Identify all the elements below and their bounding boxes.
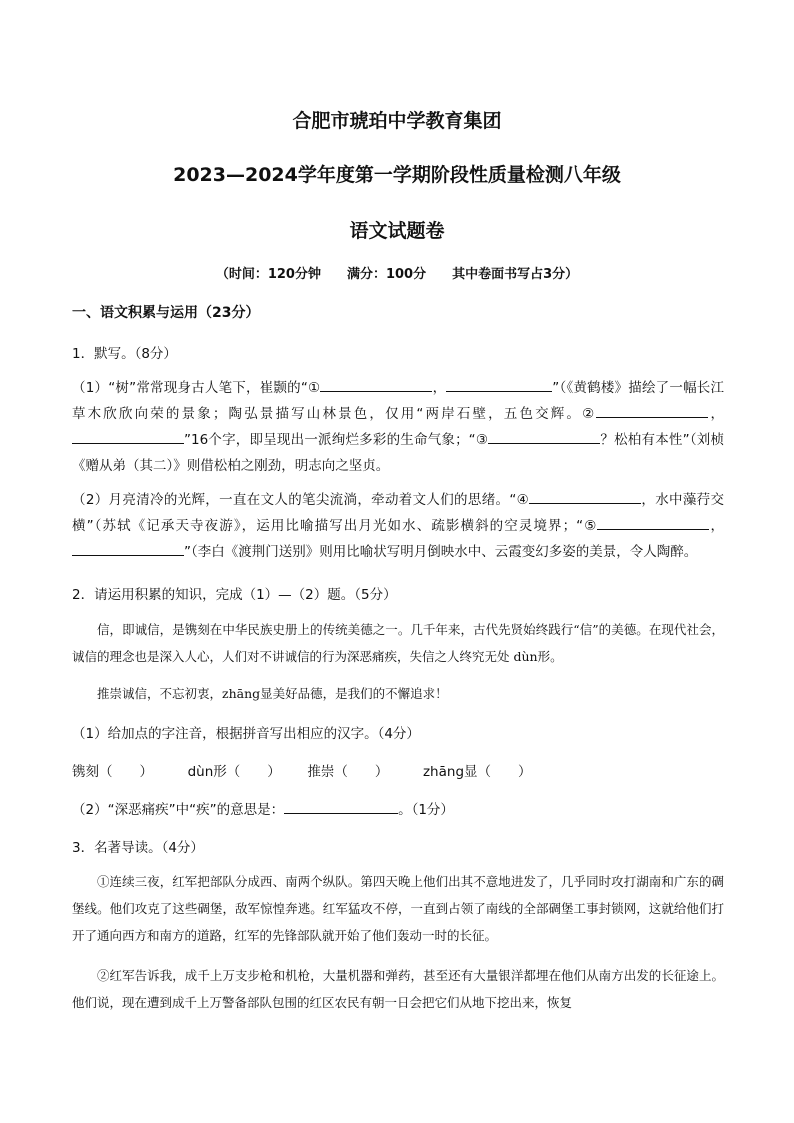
subject-title: 语文试题卷 xyxy=(349,220,445,242)
pinyin-item-4[interactable]: zhāng显（ ） xyxy=(422,764,532,780)
q1-p2-text-d: ”（李白《渡荆门送别》则用比喻状写明月倒映水中、云霞变幻多姿的美景，令人陶醉。 xyxy=(184,544,698,560)
answer-blank-6[interactable] xyxy=(529,489,641,504)
q1-p2-text-a: （2）月亮清冷的光辉，一直在文人的笔尖流淌，牵动着文人们的思绪。“④ xyxy=(72,492,530,508)
answer-blank-4[interactable] xyxy=(72,429,184,444)
pinyin-row xyxy=(72,760,532,780)
q1-p2-text-b: ，水中藻荇交横”（苏轼《记承天寺夜游》，运用比喻描写出月光如水、疏影横斜的空灵境界；“⑤ xyxy=(72,492,724,534)
exam-title: 2023—2024学年度第一学期阶段性质量检测八年级 xyxy=(173,164,621,186)
section-1-title: 一、语文积累与运用（23分） xyxy=(72,305,260,321)
q1-part2 xyxy=(72,487,724,565)
pinyin-item-3[interactable]: 推崇（ ） xyxy=(307,764,389,780)
school-title: 合肥市琥珀中学教育集团 xyxy=(292,110,502,132)
q1-title: 1．默写。（8分） xyxy=(72,346,177,362)
answer-blank-3[interactable] xyxy=(596,403,708,418)
pinyin-item-2[interactable]: dùn形（ ） xyxy=(187,764,281,780)
q2-passage-1: 信，即诚信，是镌刻在中华民族史册上的传统美德之一。几千年来，古代先贤始终践行“信”的美德。在现代社会，诚信的理念也是深入人心，人们对不讲诚信的行为深恶痛疾，失信之人终究无处 dùn形。 xyxy=(72,622,724,664)
q1-p1-text-b: ， xyxy=(432,380,447,396)
q2-sub2-text-a: （2）“深恶痛疾”中“疾”的意思是： xyxy=(72,802,285,818)
q3-passage-1: ①连续三夜，红军把部队分成西、南两个纵队。第四天晚上他们出其不意地进发了，几乎同时攻打湖南和广东的碉堡线。他们攻克了这些碉堡，敌军惊惶奔逃。红军猛攻不停，一直到占领了南线的全部碉堡工事封锁网，这就给他们打开了通向西方和南方的道路，红军的先锋部队就开始了他们轰动一时的长征。 xyxy=(72,874,724,943)
q3-passage-2: ②红军告诉我，成千上万支步枪和机枪，大量机器和弹药，甚至还有大量银洋都埋在他们从南方出发的长征途上。他们说，现在遭到成千上万警备部队包围的红区农民有朝一日会把它们从地下挖出来，恢复 xyxy=(72,968,724,1010)
q1-p1-text-c: ”（《黄鹤楼》描绘了一幅长江草木欣欣向荣的景象；陶弘景描写山林景色，仅用“两岸石壁，五色交辉。② xyxy=(72,380,724,422)
q3-title: 3．名著导读。（4分） xyxy=(72,840,204,856)
q1-p1-text-d: ， xyxy=(708,406,724,422)
q1-p1-text-a: （1）“树”常常现身古人笔下，崔颢的“① xyxy=(72,380,321,396)
q1-p2-text-c: ， xyxy=(709,518,724,534)
q2-sub2-text-b: 。（1分） xyxy=(398,802,454,818)
answer-blank-2[interactable] xyxy=(446,377,552,392)
q2-sub1: （1）给加点的字注音，根据拼音写出相应的汉字。（4分） xyxy=(72,726,420,742)
q2-title: 2．请运用积累的知识，完成（1）—（2）题。（5分） xyxy=(72,587,397,603)
exam-info: （时间：120分钟 满分：100分 其中卷面书写占3分） xyxy=(215,267,579,282)
q1-p1-text-f: ？松柏有本性”（刘桢《赠从弟（其二）》则借松柏之刚劲，明志向之坚贞。 xyxy=(72,432,724,474)
answer-blank-1[interactable] xyxy=(320,377,432,392)
answer-blank-9[interactable] xyxy=(284,799,398,814)
answer-blank-8[interactable] xyxy=(72,541,184,556)
answer-blank-5[interactable] xyxy=(488,429,600,444)
q2-passage-2: 推崇诚信，不忘初衷，zhāng显美好品德，是我们的不懈追求！ xyxy=(97,686,448,701)
q2-sub2 xyxy=(72,798,454,818)
q1-p1-text-e: ”16个字，即呈现出一派绚烂多彩的生命气象；“③ xyxy=(184,432,489,448)
q1-part1 xyxy=(72,375,724,479)
pinyin-item-1[interactable]: 镌刻（ ） xyxy=(72,764,153,780)
answer-blank-7[interactable] xyxy=(597,515,709,530)
